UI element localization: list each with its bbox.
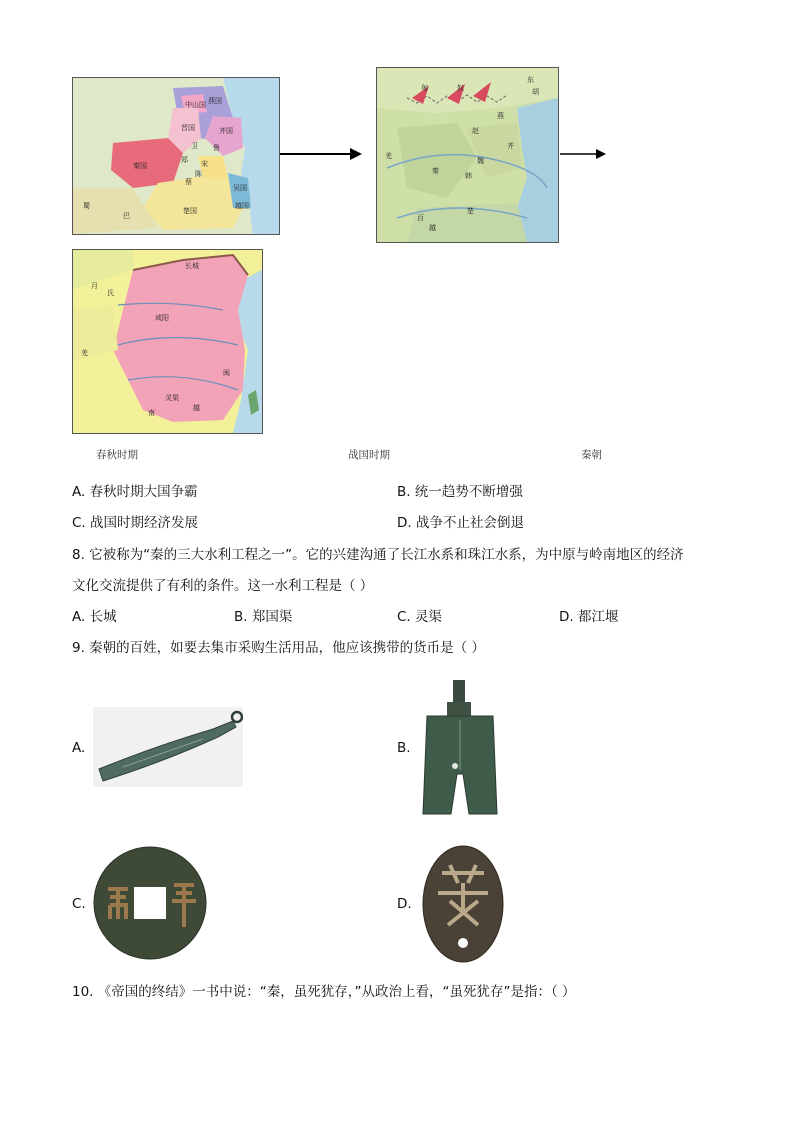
map3-label: 羌 (81, 349, 88, 357)
map2-label: 奴 (457, 84, 464, 92)
map1-label: 燕国 (208, 97, 222, 105)
map1-label: 宋 (201, 160, 208, 168)
map1-label: 秦国 (133, 162, 147, 170)
right-arrow-icon (280, 146, 364, 162)
q10-stem: 10. 《帝国的终结》一书中说：“秦，虽死犹存，”从政治上看，“虽死犹存”是指：（ ） (72, 984, 576, 1000)
map2-label: 齐 (507, 142, 514, 150)
map1-label: 吴国 (233, 184, 247, 192)
warring-states-map (376, 67, 559, 243)
q7-option-c[interactable]: C. 战国时期经济发展 (72, 515, 199, 531)
q8-option-d[interactable]: D. 都江堰 (559, 609, 619, 625)
map2-label: 胡 (532, 88, 539, 96)
map2-label: 赵 (472, 127, 479, 135)
caption-warring-states: 战国时期 (348, 449, 390, 461)
map1-label: 楚国 (183, 207, 197, 215)
q8-option-a[interactable]: A. 长城 (72, 609, 117, 625)
map3-label: 月 (91, 282, 98, 290)
map1-label: 蔡 (185, 178, 192, 186)
map3-label: 越 (193, 404, 200, 412)
map3-label: 氏 (107, 289, 114, 297)
right-arrow-icon (560, 146, 608, 162)
spade-coin-image[interactable] (419, 678, 501, 816)
map2-label: 越 (429, 224, 436, 232)
q8-stem-line1: 8. 它被称为“秦的三大水利工程之一”。它的兴建沟通了长江水系和珠江水系，为中原与岭南地区的经济 (72, 547, 684, 563)
spring-autumn-map (72, 77, 280, 235)
map2-label: 秦 (432, 167, 439, 175)
q7-option-b[interactable]: B. 统一趋势不断增强 (397, 484, 523, 500)
map3-label: 长城 (185, 262, 199, 270)
knife-coin-image[interactable] (93, 707, 243, 787)
map2-label: 韩 (465, 172, 472, 180)
map3-label: 咸阳 (155, 314, 169, 322)
map1-label: 越国 (235, 202, 249, 210)
q8-stem-line2: 文化交流提供了有利的条件。这一水利工程是（ ） (72, 578, 374, 594)
map3-label: 南 (148, 409, 155, 417)
map1-label: 中山国 (185, 101, 206, 109)
map1-label: 陈 (195, 170, 202, 178)
qin-dynasty-map (72, 249, 263, 434)
q7-option-d[interactable]: D. 战争不止社会倒退 (397, 515, 524, 531)
caption-qin: 秦朝 (581, 449, 602, 461)
map2-label: 燕 (497, 112, 504, 120)
map2-label: 匈 (421, 84, 428, 92)
map2-label: 楚 (467, 207, 474, 215)
caption-spring-autumn: 春秋时期 (96, 449, 138, 461)
map2-label: 百 (417, 214, 424, 222)
q9-option-d-label[interactable]: D. (397, 896, 412, 912)
map1-label: 巴 (123, 212, 130, 220)
map1-label: 晋国 (181, 124, 195, 132)
q9-stem: 9. 秦朝的百姓，如要去集市采购生活用品，他应该携带的货币是（ ） (72, 640, 485, 656)
map1-label: 卫 (191, 142, 198, 150)
map1-label: 齐国 (219, 127, 233, 135)
q8-option-b[interactable]: B. 郑国渠 (234, 609, 293, 625)
map3-label: 灵渠 (165, 394, 179, 402)
q9-option-a-label[interactable]: A. (72, 740, 86, 756)
map1-label: 郑 (181, 156, 188, 164)
q9-option-c-label[interactable]: C. (72, 896, 86, 912)
map2-label: 东 (527, 76, 534, 84)
map1-label: 蜀 (83, 202, 90, 210)
map2-label: 魏 (477, 157, 484, 165)
q8-option-c[interactable]: C. 灵渠 (397, 609, 443, 625)
map2-label: 羌 (385, 152, 392, 160)
map3-label: 闽 (223, 369, 230, 377)
banliang-coin-image[interactable] (92, 845, 208, 961)
q7-option-a[interactable]: A. 春秋时期大国争霸 (72, 484, 198, 500)
ant-nose-coin-image[interactable] (420, 843, 506, 965)
q9-option-b-label[interactable]: B. (397, 740, 411, 756)
map1-label: 鲁 (213, 144, 220, 152)
